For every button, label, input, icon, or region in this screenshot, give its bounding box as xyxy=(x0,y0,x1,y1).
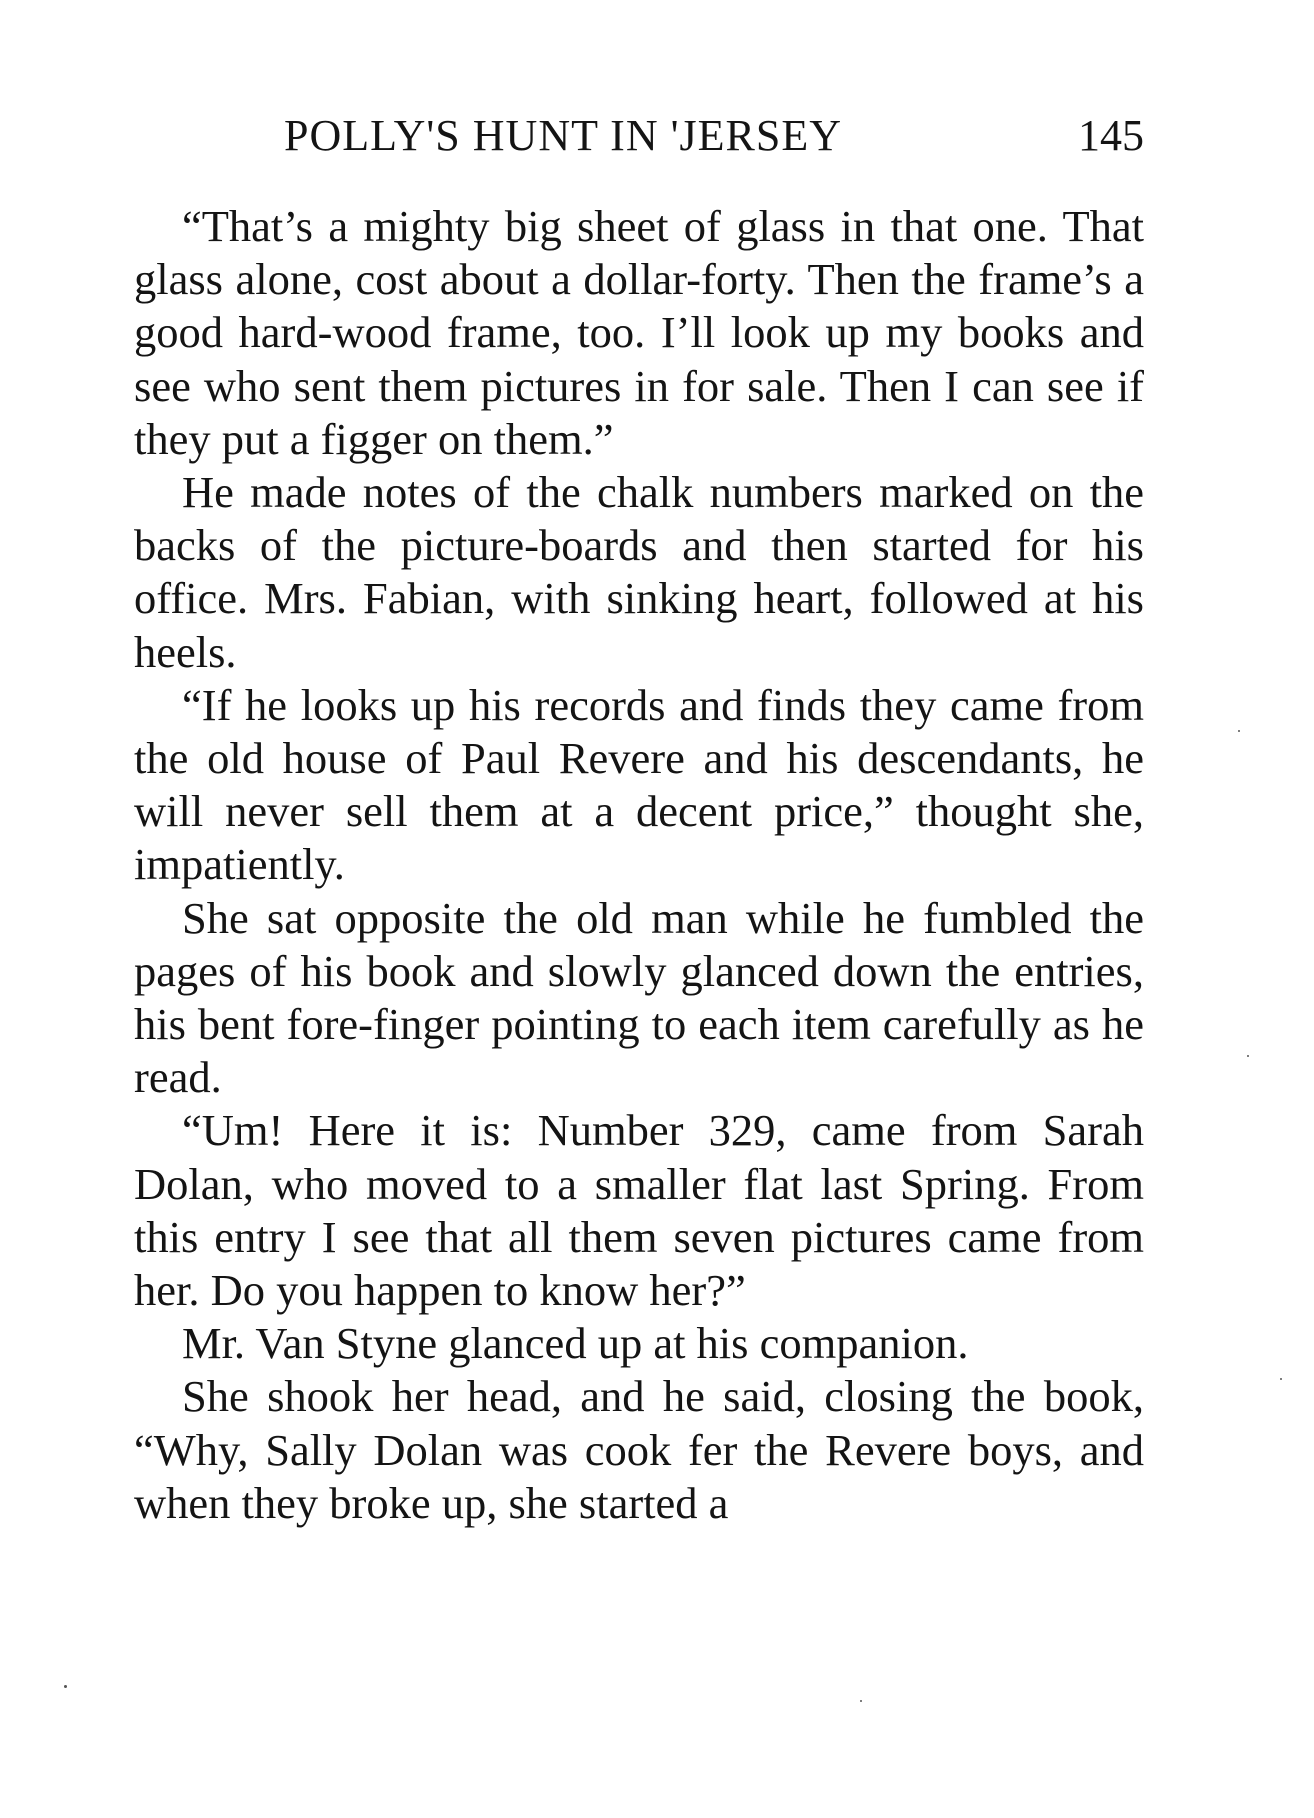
scan-speck xyxy=(1238,730,1240,732)
scan-speck xyxy=(1247,1055,1249,1057)
page-number: 145 xyxy=(1078,111,1144,160)
paragraph: She sat opposite the old man while he fumbled the pages of his book and slowly glanced down the entries, his bent fore-finger pointing to each item carefully as he read. xyxy=(134,892,1144,1103)
body-text xyxy=(134,200,1144,1530)
paragraph: “If he looks up his records and finds they came from the old house of Paul Revere and his descendants, he will never sell them at a decent price,” thought she, impatiently. xyxy=(134,679,1144,890)
running-title: POLLY'S HUNT IN 'JERSEY xyxy=(284,111,843,160)
scan-speck xyxy=(860,1700,862,1702)
running-head xyxy=(134,106,1144,166)
scan-speck xyxy=(64,1685,67,1688)
paragraph: He made notes of the chalk numbers marked on the backs of the picture-boards and then started for his office. Mrs. Fabian, with sinking heart, followed at his heels. xyxy=(134,467,1144,677)
paragraph: Mr. Van Styne glanced up at his companion. xyxy=(182,1318,969,1369)
paragraph: “Um! Here it is: Number 329, came from Sarah Dolan, who moved to a smaller flat last Spring. From this entry I see that all them seven pictures came from her. Do you happen to know her?” xyxy=(134,1105,1144,1316)
paragraph: She shook her head, and he said, closing the book, “Why, Sally Dolan was cook fer the Revere boys, and when they broke up, she started a xyxy=(134,1371,1144,1528)
paragraph: “That’s a mighty big sheet of glass in that one. That glass alone, cost about a dollar-forty. Then the frame’s a good hard-wood frame, too. I’ll look up my books and see who sent them pictures in for sale. Then I can see if they put a figger on them.” xyxy=(134,201,1144,464)
scan-speck xyxy=(1280,1378,1282,1380)
